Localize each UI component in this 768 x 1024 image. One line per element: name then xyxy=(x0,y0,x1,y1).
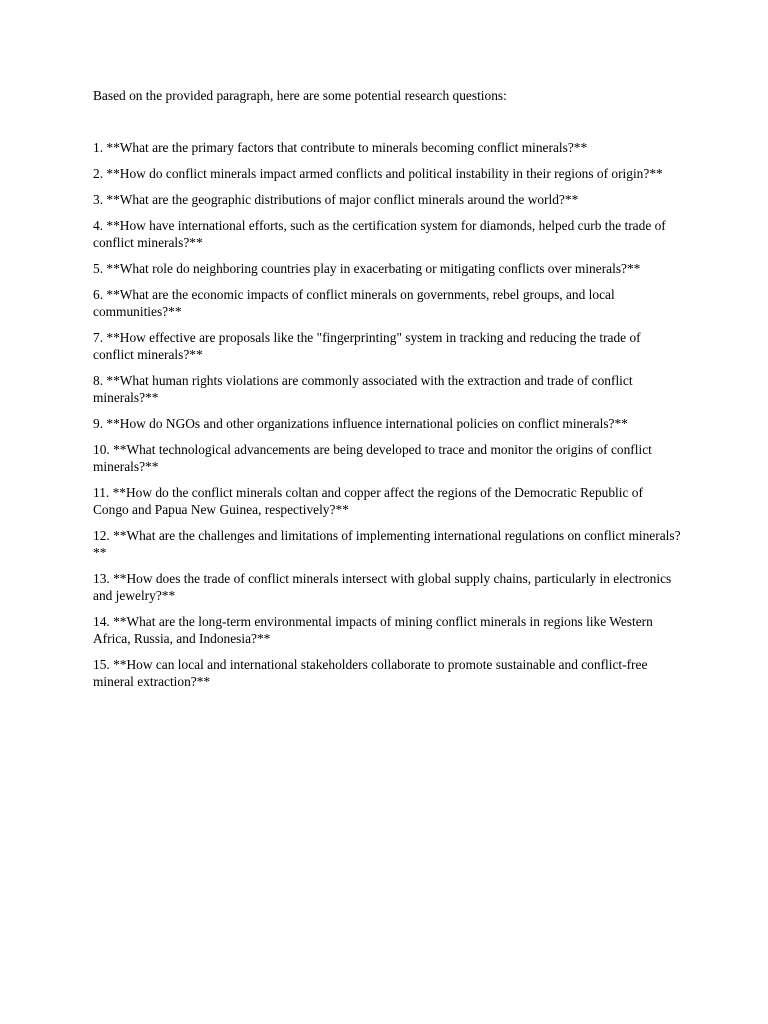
document-page xyxy=(93,87,681,699)
intro-text: Based on the provided paragraph, here are some potential research questions: xyxy=(93,88,507,103)
question-item: 15. **How can local and international stakeholders collaborate to promote sustainable and conflict-free mineral extraction?** xyxy=(93,657,648,689)
question-item: 3. **What are the geographic distributions of major conflict minerals around the world?** xyxy=(93,192,579,207)
question-item: 12. **What are the challenges and limitations of implementing international regulations on conflict minerals?** xyxy=(93,528,681,560)
question-item: 8. **What human rights violations are commonly associated with the extraction and trade of conflict minerals?** xyxy=(93,373,633,405)
question-item: 7. **How effective are proposals like the "fingerprinting" system in tracking and reducing the trade of conflict minerals?** xyxy=(93,330,641,362)
question-item: 2. **How do conflict minerals impact armed conflicts and political instability in their regions of origin?** xyxy=(93,166,663,181)
question-list xyxy=(93,139,681,690)
question-item: 9. **How do NGOs and other organizations influence international policies on conflict minerals?** xyxy=(93,416,628,431)
question-item: 5. **What role do neighboring countries play in exacerbating or mitigating conflicts over minerals?** xyxy=(93,261,641,276)
question-item: 4. **How have international efforts, such as the certification system for diamonds, helped curb the trade of conflict minerals?** xyxy=(93,218,666,250)
question-item: 1. **What are the primary factors that contribute to minerals becoming conflict minerals?** xyxy=(93,140,588,155)
question-item: 13. **How does the trade of conflict minerals intersect with global supply chains, particularly in electronics and jewelry?** xyxy=(93,571,672,603)
question-item: 14. **What are the long-term environmental impacts of mining conflict minerals in regions like Western Africa, Russia, and Indonesia?** xyxy=(93,614,653,646)
question-item: 6. **What are the economic impacts of conflict minerals on governments, rebel groups, and local communities?** xyxy=(93,287,615,319)
question-item: 11. **How do the conflict minerals coltan and copper affect the regions of the Democratic Republic of Congo and Papua New Guinea, respectively?** xyxy=(93,485,643,517)
question-item: 10. **What technological advancements are being developed to trace and monitor the origins of conflict minerals?** xyxy=(93,442,652,474)
